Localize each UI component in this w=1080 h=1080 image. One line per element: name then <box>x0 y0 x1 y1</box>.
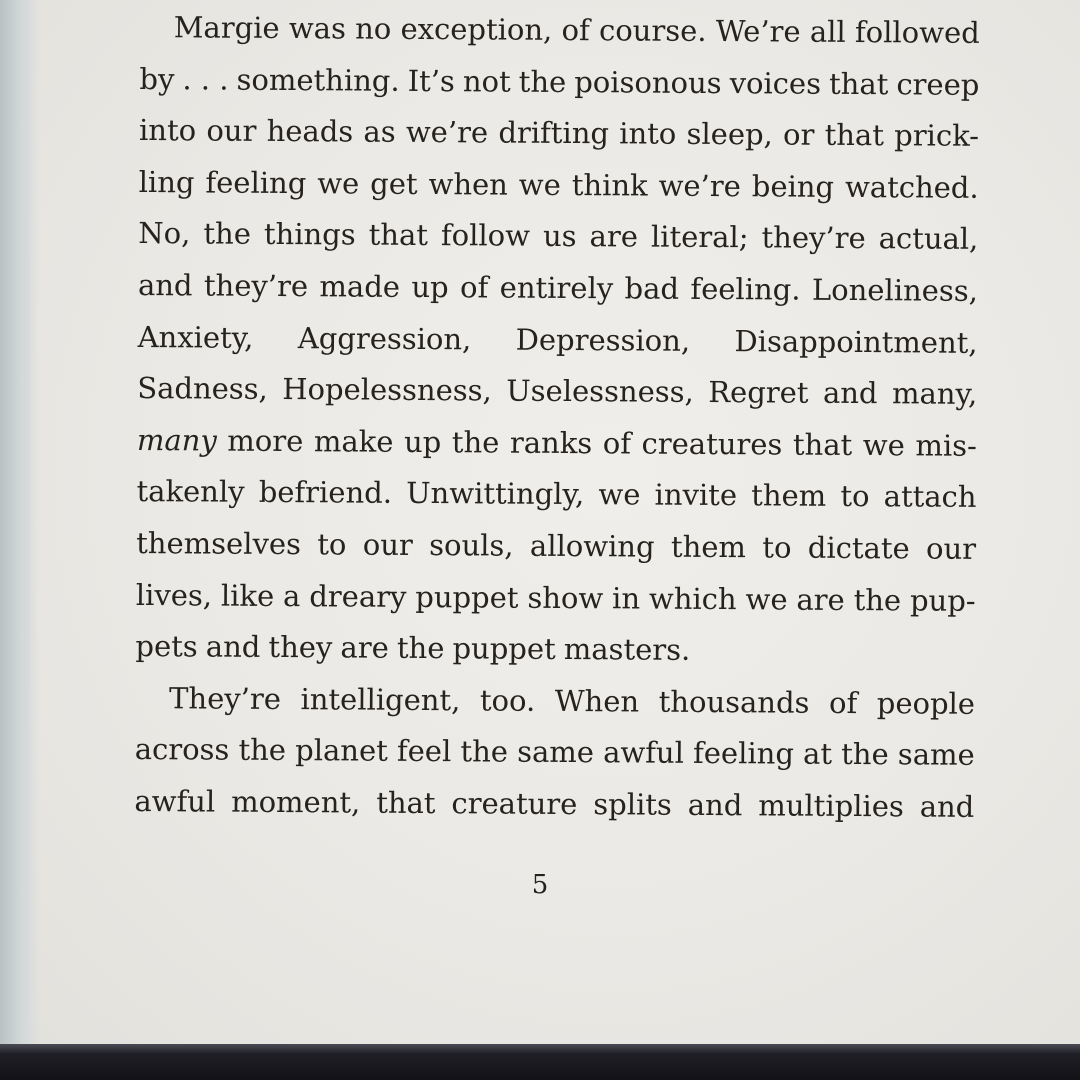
word: them <box>670 529 747 565</box>
word: the <box>396 630 445 666</box>
word: like <box>220 578 275 613</box>
word: When <box>554 683 640 719</box>
word: not <box>462 63 511 99</box>
word: which <box>648 581 737 616</box>
word: Margie <box>173 10 280 45</box>
word: make <box>313 423 394 459</box>
word: are <box>589 219 639 254</box>
word: splits <box>593 787 672 822</box>
word: we’re <box>405 115 489 150</box>
body-text <box>134 0 980 833</box>
word: are <box>340 630 389 665</box>
word: masters. <box>563 632 691 667</box>
text-line <box>136 570 976 627</box>
page-gutter-shadow <box>0 0 40 1080</box>
word: mis- <box>915 428 977 463</box>
text-line <box>139 105 979 162</box>
word: voices <box>729 65 822 101</box>
word: that <box>792 427 853 462</box>
word: creature <box>451 786 578 821</box>
word: into <box>619 116 677 151</box>
word: they’re <box>761 220 866 256</box>
word: was <box>288 11 347 46</box>
word: when <box>428 166 509 202</box>
text-line <box>138 260 978 317</box>
word: Loneliness, <box>811 272 978 308</box>
word: feeling <box>205 165 307 200</box>
word: a <box>283 578 301 613</box>
word: the <box>460 734 509 769</box>
word: heads <box>266 114 354 149</box>
word: Depression, <box>515 322 691 358</box>
word: and <box>687 787 743 823</box>
word: pets <box>135 629 198 664</box>
word: creep <box>896 66 980 102</box>
word: planet <box>295 733 388 769</box>
word: the <box>238 733 287 768</box>
word: watched. <box>844 169 979 205</box>
word: drifting <box>498 115 610 151</box>
word: they’re <box>203 268 309 304</box>
word: up <box>411 269 449 305</box>
word: we <box>745 581 788 617</box>
word: made <box>319 269 401 304</box>
word: by <box>139 61 175 96</box>
word: and <box>137 267 193 303</box>
word: at <box>802 736 833 772</box>
text-line <box>140 2 980 59</box>
word: puppet <box>415 579 519 615</box>
word: of <box>561 12 590 48</box>
word: . . . <box>182 61 229 97</box>
word: the <box>451 424 500 460</box>
word: pup- <box>909 582 976 618</box>
text-line <box>138 208 978 265</box>
book-cover-edge <box>0 1044 1080 1080</box>
word: the <box>203 216 252 252</box>
word: Sadness, <box>137 371 268 407</box>
word: Hopelessness, <box>282 372 492 408</box>
word: dreary <box>309 578 407 614</box>
word: and <box>919 789 975 824</box>
word: the <box>853 582 902 617</box>
word: same <box>897 737 975 773</box>
word: souls, <box>429 527 514 563</box>
text-line <box>139 54 979 111</box>
word: of <box>602 425 632 461</box>
word: lives, <box>135 577 213 613</box>
word: literal; <box>650 219 749 255</box>
word: as <box>363 114 396 149</box>
word: up <box>403 424 442 459</box>
word: It’s <box>407 63 455 98</box>
text-line <box>135 621 975 678</box>
text-line <box>136 518 976 575</box>
word: being <box>751 169 835 204</box>
word: creatures <box>641 426 783 462</box>
word: of <box>828 685 858 720</box>
word: we <box>862 427 905 463</box>
word: things <box>263 217 356 252</box>
word: feel <box>396 734 452 769</box>
text-line <box>135 673 975 730</box>
word: takenly <box>136 474 245 510</box>
word: prick- <box>894 118 980 154</box>
word: we’re <box>658 168 741 203</box>
text-line <box>134 776 974 833</box>
text-line <box>136 466 976 523</box>
word: people <box>876 685 976 721</box>
word: followed <box>854 14 980 50</box>
word: dictate <box>807 530 910 566</box>
word: of <box>459 270 489 305</box>
word: think <box>571 167 648 203</box>
word: ranks <box>509 425 593 460</box>
word: course. <box>598 13 707 48</box>
word: and <box>822 375 878 411</box>
word: Disappointment, <box>734 323 978 360</box>
word: are <box>796 582 845 617</box>
word: show <box>527 580 604 615</box>
page-number: 5 <box>531 870 549 900</box>
word: exception, <box>400 11 553 47</box>
word: We’re <box>715 14 801 49</box>
word: themselves <box>136 525 302 562</box>
word: multiplies <box>758 788 904 824</box>
word: feeling <box>692 736 795 771</box>
word: entirely <box>499 270 614 306</box>
word: awful <box>134 783 216 819</box>
word: They’re <box>169 680 282 716</box>
word: ling <box>138 164 195 200</box>
word: intelligent, <box>300 681 461 717</box>
word: too. <box>479 683 536 718</box>
word: follow <box>440 218 531 254</box>
text-line <box>137 415 977 472</box>
word: we <box>518 167 561 202</box>
word: or <box>782 117 815 152</box>
word: the <box>518 64 567 99</box>
word: they <box>268 630 333 665</box>
word: in <box>612 580 641 616</box>
word: that <box>376 785 436 820</box>
word: many <box>136 422 217 458</box>
word: us <box>542 219 577 254</box>
word: to <box>317 527 347 562</box>
word: get <box>370 166 418 201</box>
word: we <box>317 166 360 201</box>
word: something. <box>236 62 400 98</box>
word: that <box>828 66 889 101</box>
word: the <box>841 737 889 772</box>
word: befriend. <box>258 475 393 511</box>
word: puppet <box>452 631 556 667</box>
word: our <box>362 527 413 562</box>
word: to <box>762 530 792 565</box>
word: no <box>355 11 392 46</box>
word: Regret <box>708 375 809 410</box>
word: invite <box>654 477 738 513</box>
word: Aggression, <box>297 320 472 356</box>
word: across <box>134 732 230 767</box>
word: to <box>840 479 870 514</box>
text-line <box>137 363 977 420</box>
word: sleep, <box>686 117 773 152</box>
text-line <box>137 312 977 369</box>
word: them <box>751 478 827 514</box>
word: all <box>809 14 846 49</box>
word: No, <box>138 216 191 251</box>
word: attach <box>883 479 977 515</box>
word: same <box>517 734 595 770</box>
word: that <box>368 217 429 253</box>
word: actual, <box>878 221 979 257</box>
text-line <box>135 724 975 781</box>
word: poisonous <box>574 64 722 100</box>
word: and <box>205 629 261 664</box>
word: many, <box>891 376 978 412</box>
word: Unwittingly, <box>406 476 585 512</box>
word: feeling. <box>690 271 801 307</box>
word: we <box>598 477 641 512</box>
word: bad <box>624 271 680 306</box>
word: moment, <box>231 784 361 820</box>
text-line <box>139 157 979 214</box>
word: more <box>227 423 304 458</box>
word: allowing <box>529 528 655 564</box>
word: our <box>206 113 257 149</box>
word: awful <box>603 735 685 771</box>
word: into <box>138 113 197 148</box>
word: Uselessness, <box>506 373 694 410</box>
word: our <box>925 531 977 566</box>
word: that <box>824 117 885 153</box>
word: Anxiety, <box>137 319 254 355</box>
word: thousands <box>658 684 810 720</box>
